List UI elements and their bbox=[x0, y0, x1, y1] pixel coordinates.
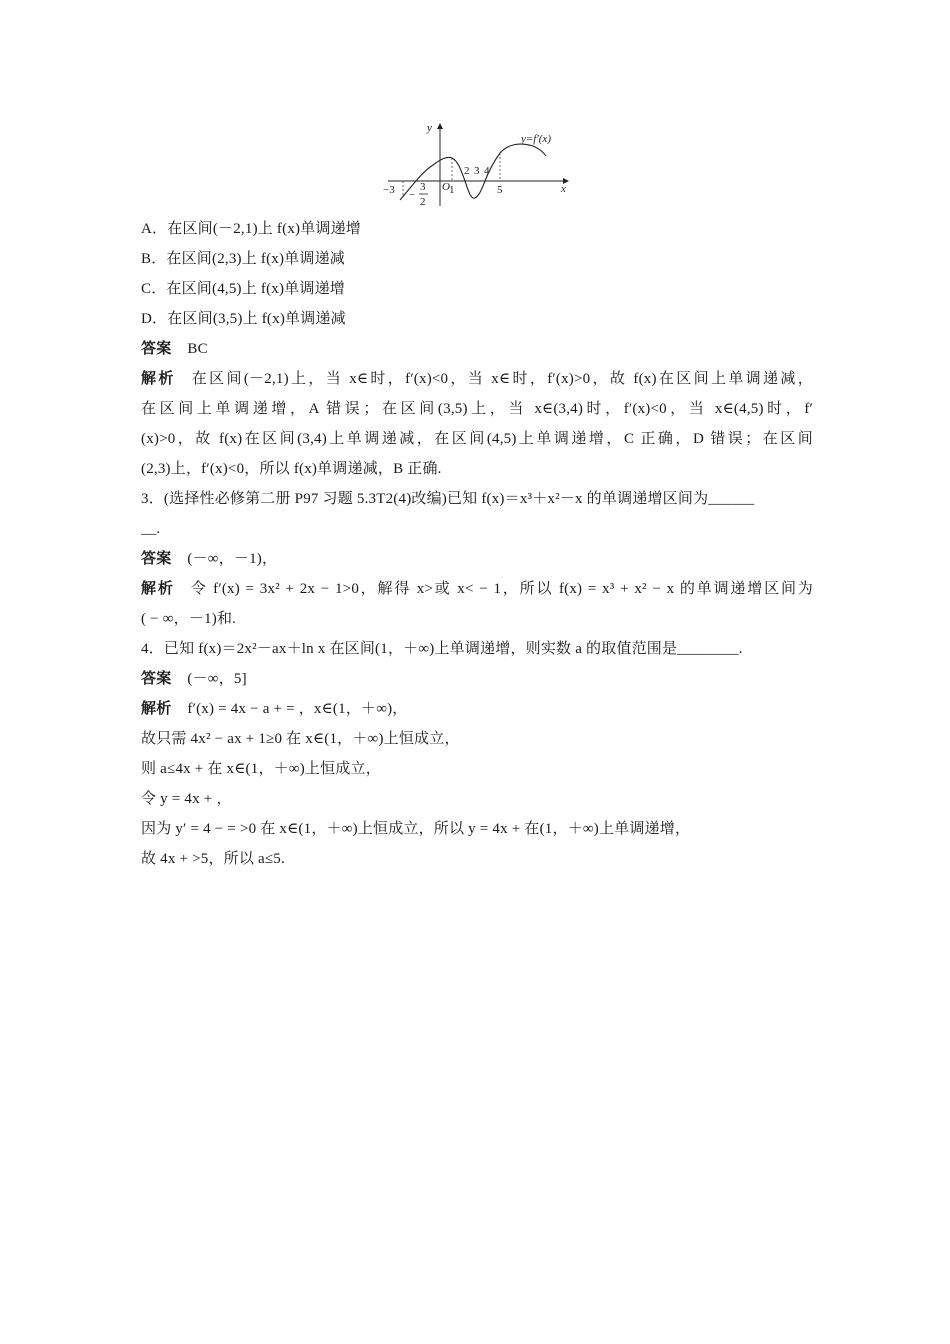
q4-analysis-line5: 因为 y′ = 4 − = >0 在 x∈(1，＋∞)上恒成立，所以 y = 4x + 在(1，＋∞)上单调递增， bbox=[141, 821, 691, 837]
q2-analysis-line1 bbox=[141, 364, 813, 394]
q3-question-line1: 3．(选择性必修第二册 P97 习题 5.3T2(4)改编)已知 f(x)＝x³＋x²－x 的单调递增区间为______ bbox=[141, 491, 755, 507]
q2-analysis-line3: (x)>0，故 f(x)在区间(3,4)上单调递减，在区间(4,5)上单调递增，C 正确，D 错误；在区间 bbox=[141, 431, 813, 447]
origin-label: O bbox=[442, 181, 450, 193]
answer-label: 答案 bbox=[141, 341, 172, 357]
q2-analysis-line4: (2,3)上，f′(x)<0，所以 f(x)单调递减，B 正确. bbox=[141, 461, 442, 477]
q3-question-line2: __. bbox=[141, 521, 161, 537]
analysis-text: 在区间(－2,1)上，当 x∈时，f′(x)<0，当 x∈时，f′(x)>0，故 f(x)在区间上单调递减， bbox=[191, 371, 814, 387]
tick-3: 3 bbox=[474, 165, 480, 177]
tick-frac-den: 2 bbox=[420, 196, 426, 208]
q4-analysis-line2: 故只需 4x² − ax + 1≥0 在 x∈(1，＋∞)上恒成立， bbox=[141, 731, 460, 747]
tick-frac-num: 3 bbox=[420, 181, 426, 193]
analysis-label: 解析 bbox=[141, 701, 172, 717]
option-b: B．在区间(2,3)上 f(x)单调递减 bbox=[141, 251, 345, 267]
answer-label: 答案 bbox=[141, 671, 172, 687]
tick-2: 2 bbox=[464, 165, 470, 177]
tick-1: 1 bbox=[449, 184, 455, 196]
q4-analysis-line4: 令 y = 4x + ， bbox=[141, 791, 232, 807]
q3-analysis-line2: ( − ∞，－1)和. bbox=[141, 611, 237, 627]
q4-analysis-line3: 则 a≤4x + 在 x∈(1，＋∞)上恒成立， bbox=[141, 761, 381, 777]
analysis-text: 令 f′(x) = 3x² + 2x − 1>0，解得 x>或 x< − 1，所以 f(x) = x³ + x² − x 的单调递增区间为 bbox=[190, 581, 814, 597]
curve-label: y=f′(x) bbox=[521, 133, 551, 145]
y-axis-label: y bbox=[427, 122, 432, 134]
q2-answer bbox=[141, 334, 813, 364]
x-axis-label: x bbox=[561, 183, 566, 195]
option-c: C．在区间(4,5)上 f(x)单调递增 bbox=[141, 281, 345, 297]
answer-value: BC bbox=[187, 341, 208, 357]
derivative-graph bbox=[378, 118, 578, 210]
answer-value: (－∞，－1)， bbox=[187, 551, 278, 567]
analysis-label: 解析 bbox=[141, 581, 175, 597]
option-d: D．在区间(3,5)上 f(x)单调递减 bbox=[141, 311, 346, 327]
tick-5: 5 bbox=[497, 184, 503, 196]
q4-analysis-line1 bbox=[141, 694, 813, 724]
document-body bbox=[141, 214, 813, 874]
q4-question: 4．已知 f(x)＝2x²－ax＋ln x 在区间(1，＋∞)上单调递增，则实数 a 的取值范围是________. bbox=[141, 641, 743, 657]
q3-analysis-line1 bbox=[141, 574, 813, 604]
tick-4: 4 bbox=[484, 165, 490, 177]
answer-value: (－∞，5] bbox=[187, 671, 247, 687]
q4-answer bbox=[141, 664, 813, 694]
answer-label: 答案 bbox=[141, 551, 172, 567]
q3-answer bbox=[141, 544, 813, 574]
q2-analysis-line2: 在区间上单调递增，A 错误；在区间(3,5)上，当 x∈(3,4)时，f′(x)<0，当 x∈(4,5)时，f′ bbox=[141, 401, 813, 417]
q4-analysis-line6: 故 4x + >5，所以 a≤5. bbox=[141, 851, 285, 867]
analysis-text: f′(x) = 4x − a + = ，x∈(1，＋∞)， bbox=[187, 701, 408, 717]
analysis-label: 解析 bbox=[141, 371, 176, 387]
tick-minus3: −3 bbox=[383, 184, 395, 196]
tick-minus-sign: − bbox=[409, 189, 416, 201]
option-a: A．在区间(－2,1)上 f(x)单调递增 bbox=[141, 221, 362, 237]
